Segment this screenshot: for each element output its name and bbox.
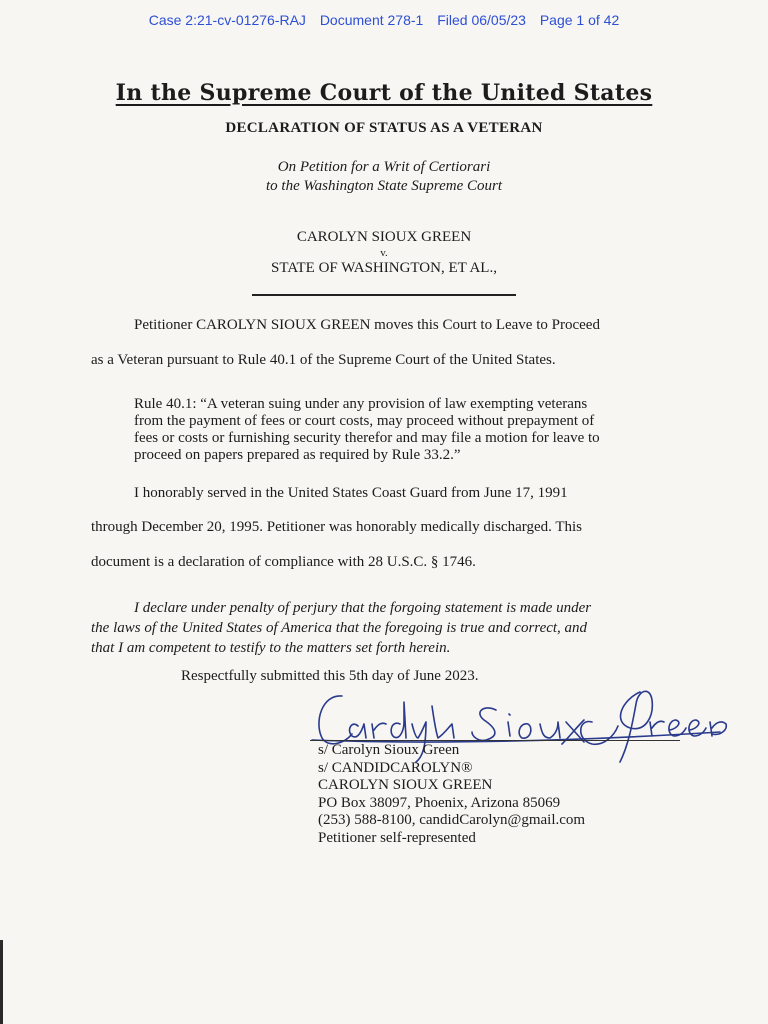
perjury-declaration xyxy=(91,598,681,658)
rule-quote-line: proceed on papers prepared as required by Rule 33.2.” xyxy=(134,447,461,463)
versus: v. xyxy=(380,247,388,259)
declaration-line: that I am competent to testify to the matters set forth herein. xyxy=(91,640,451,656)
declaration-line: I declare under penalty of perjury that the forgoing statement is made under xyxy=(134,600,592,616)
petitioner-name: CAROLYN SIOUX GREEN xyxy=(296,229,472,245)
signature-block-line: s/ CANDIDCAROLYN® xyxy=(318,759,473,776)
case-caption xyxy=(0,228,768,278)
petition-line-2: to the Washington State Supreme Court xyxy=(266,178,502,194)
rule-quote-line: fees or costs or furnishing security therefor and may file a motion for leave to xyxy=(134,430,600,446)
paragraph-service-1: I honorably served in the United States Coast Guard from June 17, 1991 xyxy=(134,485,568,501)
signature-block xyxy=(318,742,585,847)
document-number: Document 278-1 xyxy=(319,12,424,28)
filing-header xyxy=(0,12,768,28)
petition-subtitle xyxy=(0,158,768,196)
court-title: In the Supreme Court of the United States xyxy=(115,80,653,106)
declaration-line: the laws of the United States of America that the foregoing is true and correct, and xyxy=(91,620,588,636)
rule-quote-line: from the payment of fees or court costs, may proceed without prepayment of xyxy=(134,413,595,429)
signature-block-line: PO Box 38097, Phoenix, Arizona 85069 xyxy=(318,794,561,811)
respondent-name: STATE OF WASHINGTON, ET AL., xyxy=(271,260,497,276)
case-number: Case 2:21-cv-01276-RAJ xyxy=(148,12,306,28)
signature-block-line: Petitioner self-represented xyxy=(318,829,476,846)
rule-quote xyxy=(134,396,679,464)
page-number: Page 1 of 42 xyxy=(539,12,620,28)
scan-edge xyxy=(0,940,3,1024)
paragraph-service-2: through December 20, 1995. Petitioner was honorably medically discharged. This xyxy=(91,519,583,535)
filed-date: Filed 06/05/23 xyxy=(437,12,526,28)
rule-quote-line: Rule 40.1: “A veteran suing under any provision of law exempting veterans xyxy=(134,396,588,412)
petition-line-1: On Petition for a Writ of Certiorari xyxy=(277,159,491,175)
paragraph-motion-2: as a Veteran pursuant to Rule 40.1 of the Supreme Court of the United States. xyxy=(91,352,556,368)
signature-block-line: CAROLYN SIOUX GREEN xyxy=(318,777,493,793)
paragraph-motion-1: Petitioner CAROLYN SIOUX GREEN moves this Court to Leave to Proceed xyxy=(134,317,600,333)
paragraph-service-3: document is a declaration of compliance with 28 U.S.C. § 1746. xyxy=(91,554,476,570)
signature-line xyxy=(310,740,680,741)
signature-block-line: s/ Carolyn Sioux Green xyxy=(318,742,460,758)
caption-divider xyxy=(252,294,516,296)
document-title: DECLARATION OF STATUS AS A VETERAN xyxy=(225,120,543,136)
submitted-line: Respectfully submitted this 5th day of June 2023. xyxy=(181,668,479,684)
signature-block-line: (253) 588-8100, candidCarolyn@gmail.com xyxy=(318,812,586,828)
